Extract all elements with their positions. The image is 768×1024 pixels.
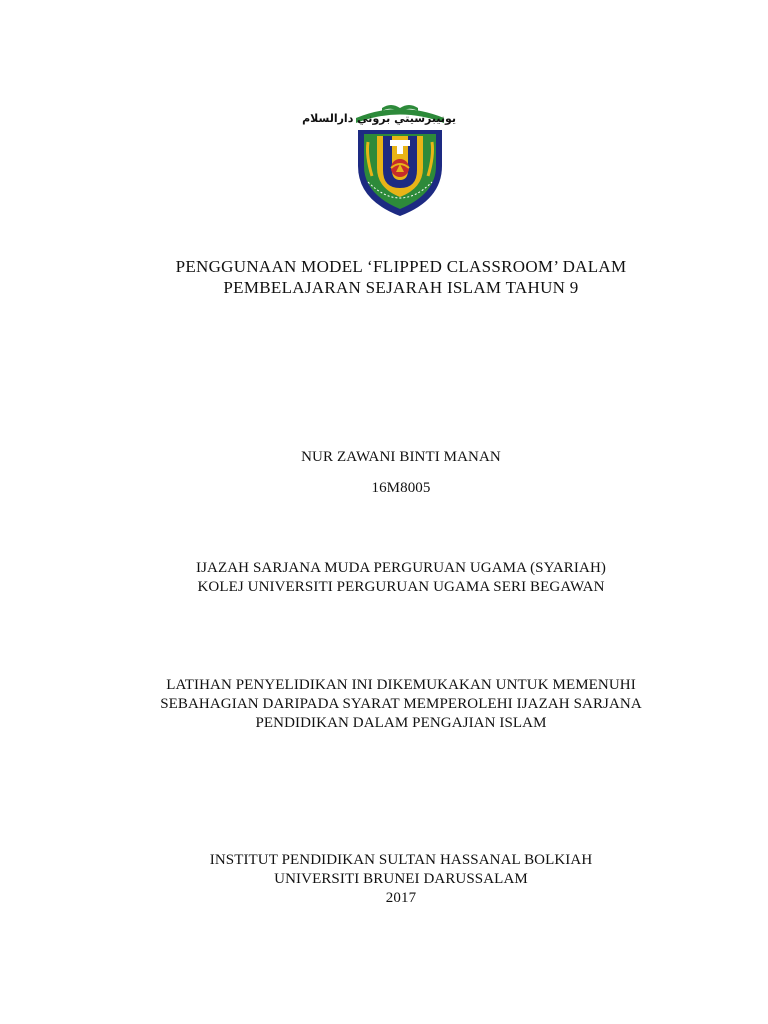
statement-line-2: SEBAHAGIAN DARIPADA SYARAT MEMPEROLEHI IJAZAH SARJANA <box>160 696 642 712</box>
author-name-block <box>0 448 768 467</box>
degree-line-1: IJAZAH SARJANA MUDA PERGURUAN UGAMA (SYARIAH) <box>196 560 606 576</box>
university-crest-icon <box>302 96 456 220</box>
crest-script-text: يونيبرسيتي بروني دارالسلام <box>302 112 456 125</box>
title-line-1: PENGGUNAAN MODEL ‘FLIPPED CLASSROOM’ DALAM <box>175 257 627 276</box>
document-title <box>0 256 768 298</box>
statement-line-1: LATIHAN PENYELIDIKAN INI DIKEMUKAKAN UNTUK MEMENUHI <box>166 677 636 693</box>
degree-block <box>0 559 768 597</box>
institution-block <box>0 851 768 908</box>
institution-line-2: UNIVERSITI BRUNEI DARUSSALAM <box>274 871 528 887</box>
student-id-block <box>0 479 768 498</box>
degree-line-2: KOLEJ UNIVERSITI PERGURUAN UGAMA SERI BEGAWAN <box>197 579 605 595</box>
statement-line-3: PENDIDIKAN DALAM PENGAJIAN ISLAM <box>255 715 547 731</box>
institution-line-1: INSTITUT PENDIDIKAN SULTAN HASSANAL BOLKIAH <box>209 852 593 868</box>
institution-year: 2017 <box>385 890 417 906</box>
statement-block <box>0 676 768 733</box>
student-id: 16M8005 <box>371 480 431 496</box>
title-line-2: PEMBELAJARAN SEJARAH ISLAM TAHUN 9 <box>223 278 579 297</box>
author-name: NUR ZAWANI BINTI MANAN <box>301 449 501 465</box>
